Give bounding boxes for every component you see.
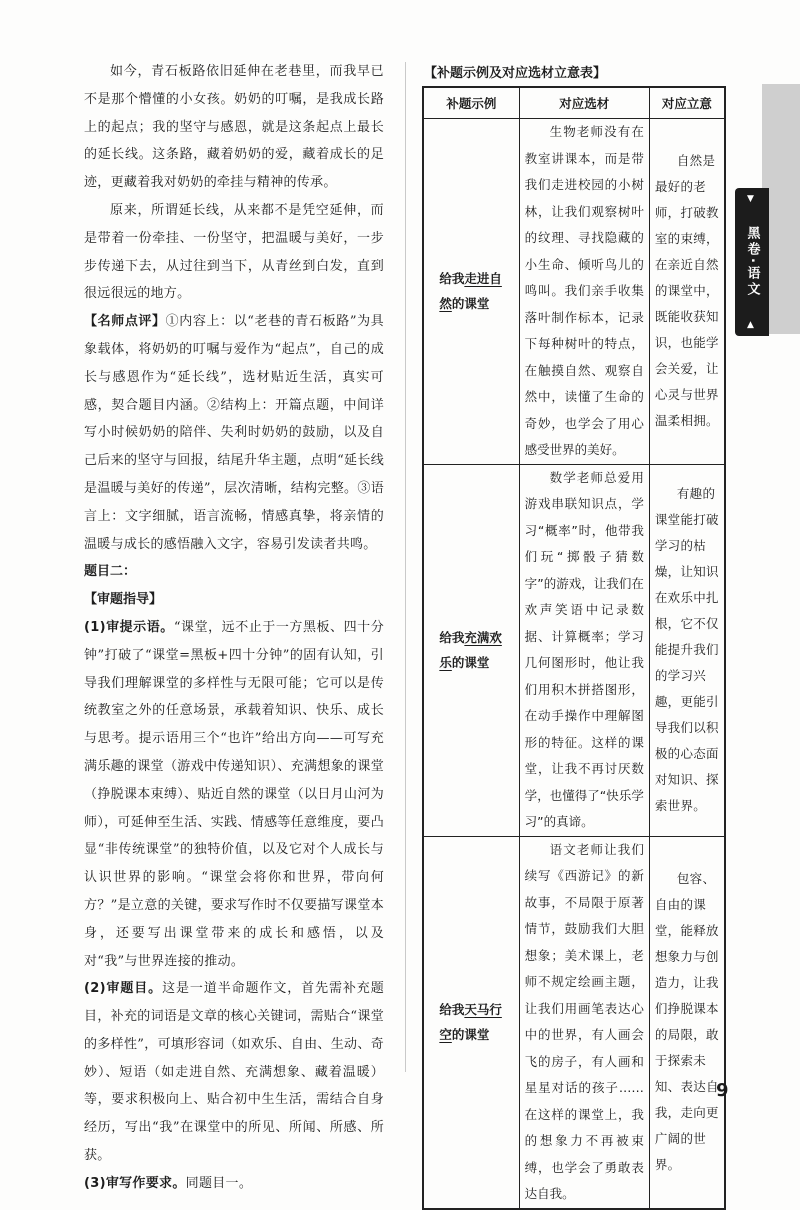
example-suffix: 的课堂 <box>451 296 490 312</box>
guide-item-2-text: 这是一道半命题作文，首先需补充题目，补充的词语是文章的核心关键词，需贴合“课堂的多样性”，可填形容词（如欢乐、自由、生动、奇妙）、短语（如走进自然、充满想象、藏着温暖）等，要求积极向上、贴合初中生生活，需结合自身经历，写出“我”在课堂中的所见、所闻、所感、所获。 <box>84 981 384 1164</box>
table-row <box>423 119 725 465</box>
guide-item-1-label: (1)审提示语。 <box>84 619 174 635</box>
example-cell <box>423 464 519 836</box>
material-text: 数学老师总爱用游戏串联知识点，学习“概率”时，他带我们玩“掷骰子猜数字”的游戏，让我们在欢声笑语中记录数据、计算概率；学习几何图形时，他让我们用积木拼搭图形，在动手操作中理解图形的特征。这样的课堂，让我不再讨厌数学，也懂得了“快乐学习”的真谛。 <box>524 469 644 829</box>
table-title: 【补题示例及对应选材立意表】 <box>424 66 607 81</box>
question-2-title: 题目二： <box>84 564 137 580</box>
reference-table <box>422 86 726 1210</box>
header-example: 补题示例 <box>423 87 519 119</box>
intent-cell <box>649 119 725 465</box>
intent-text: 自然是最好的老师，打破教室的束缚，在亲近自然的课堂中，既能收获知识，也能学会关爱，让心灵与世界温柔相拥。 <box>654 153 719 429</box>
essay-paragraph-1: 如今，青石板路依旧延伸在老巷里，而我早已不是那个懵懂的小女孩。奶奶的叮嘱，是我成长路上的起点；我的坚守与感恩，就是这条起点上最长的延长线。这条路，藏着奶奶的爱，藏着成长的足迹，更藏着我对奶奶的牵挂与精神的传承。 <box>84 64 384 191</box>
material-cell <box>519 464 649 836</box>
material-cell <box>519 836 649 1209</box>
triangle-up-icon: ▲ <box>747 320 754 330</box>
example-suffix: 的课堂 <box>451 1027 490 1042</box>
intent-text: 包容、自由的课堂，能释放想象力与创造力，让我们挣脱课本的局限，敢于探索未知、表达自我，走向更广阔的世界。 <box>654 871 719 1172</box>
guide-item-2 <box>84 975 384 1170</box>
material-cell <box>519 119 649 465</box>
example-cell <box>423 836 519 1209</box>
left-column <box>84 58 384 1198</box>
example-prefix: 给我 <box>439 271 465 287</box>
example-prefix: 给我 <box>439 630 465 645</box>
guide-item-3-label: (3)审写作要求。 <box>84 1175 186 1191</box>
teacher-comment-text: ①内容上：以“老巷的青石板路”为具象载体，将奶奶的叮嘱与爱作为“起点”，自己的成长与感恩作为“延长线”，选材贴近生活，真实可感，契合题目内涵。②结构上：开篇点题，中间详写小时候奶奶的陪伴、失利时奶奶的鼓励，以及自己后来的坚守与回报，结尾升华主题，点明“延长线是温暖与美好的传递”，层次清晰，结构完整。③语言上：文字细腻，语言流畅，情感真挚，将亲情的温暖与成长的感悟融入文字，容易引发读者共鸣。 <box>84 314 384 552</box>
essay-paragraph-2: 原来，所谓延长线，从来都不是凭空延伸，而是带着一份牵挂、一份坚守，把温暖与美好，一步步传递下去，从过往到当下，从青丝到白发，直到很远很远的地方。 <box>84 202 384 302</box>
teacher-comment <box>84 308 384 558</box>
intent-cell <box>649 464 725 836</box>
side-tab <box>735 188 769 336</box>
header-intent: 对应立意 <box>649 87 725 119</box>
triangle-down-icon: ▼ <box>747 194 754 204</box>
page-number: 9 <box>716 1080 729 1101</box>
example-keyword: 充满欢乐 <box>439 630 502 670</box>
table-row <box>423 464 725 836</box>
intent-cell <box>649 836 725 1209</box>
teacher-comment-label: 【名师点评】 <box>84 314 166 330</box>
guide-item-2-label: (2)审题目。 <box>84 981 163 997</box>
example-suffix: 的课堂 <box>451 655 490 670</box>
side-tab-label: 黑卷·语文 <box>744 226 760 298</box>
guide-item-3-text: 同题目一。 <box>185 1175 253 1191</box>
example-keyword: 走进自然 <box>439 271 502 312</box>
example-keyword: 天马行空 <box>439 1002 502 1042</box>
material-text: 生物老师没有在教室讲课本，而是带我们走进校园的小树林，让我们观察树叶的纹理、寻找隐藏的小生命、倾听鸟儿的鸣叫。我们亲手收集落叶制作标本，记录下每种树叶的特点，在触摸自然、观察自然中，读懂了生命的奇妙，也学会了用心感受世界的美好。 <box>524 124 644 457</box>
header-material: 对应选材 <box>519 87 649 119</box>
example-cell <box>423 119 519 465</box>
intent-text: 有趣的课堂能打破学习的枯燥，让知识在欢乐中扎根，它不仅能提升我们的学习兴趣，更能引导我们以积极的心态面对知识、探索世界。 <box>654 486 719 813</box>
guide-item-3 <box>84 1170 384 1198</box>
column-divider <box>405 62 406 1072</box>
guide-label: 【审题指导】 <box>84 592 163 608</box>
table-header-row <box>423 87 725 119</box>
guide-item-1 <box>84 614 384 975</box>
example-prefix: 给我 <box>439 1002 465 1017</box>
guide-item-1-text: “课堂，远不止于一方黑板、四十分钟”打破了“课堂=黑板+四十分钟”的固有认知，引导我们理解课堂的多样性与无限可能；它可以是传统教室之外的任意场景，承载着知识、快乐、成长与思考。提示语用三个“也许”给出方向——可写充满乐趣的课堂（游戏中传递知识）、充满想象的课堂（挣脱课本束缚）、贴近自然的课堂（以日月山河为师），可延伸至生活、实践、情感等任意维度，要凸显“非传统课堂”的独特价值，以及它对个人成长与认识世界的影响。“课堂会将你和世界，带向何方？”是立意的关键，要求写作时不仅要描写课堂本身，还要写出课堂带来的成长和感悟，以及对“我”与世界连接的推动。 <box>84 619 384 969</box>
material-text: 语文老师让我们续写《西游记》的新故事，不局限于原著情节，鼓励我们大胆想象；美术课上，老师不规定绘画主题，让我们用画笔表达心中的世界，有人画会飞的房子，有人画和星星对话的孩子……在这样的课堂上，我的想象力不再被束缚，也学会了勇敢表达自我。 <box>524 841 644 1201</box>
table-row <box>423 836 725 1209</box>
